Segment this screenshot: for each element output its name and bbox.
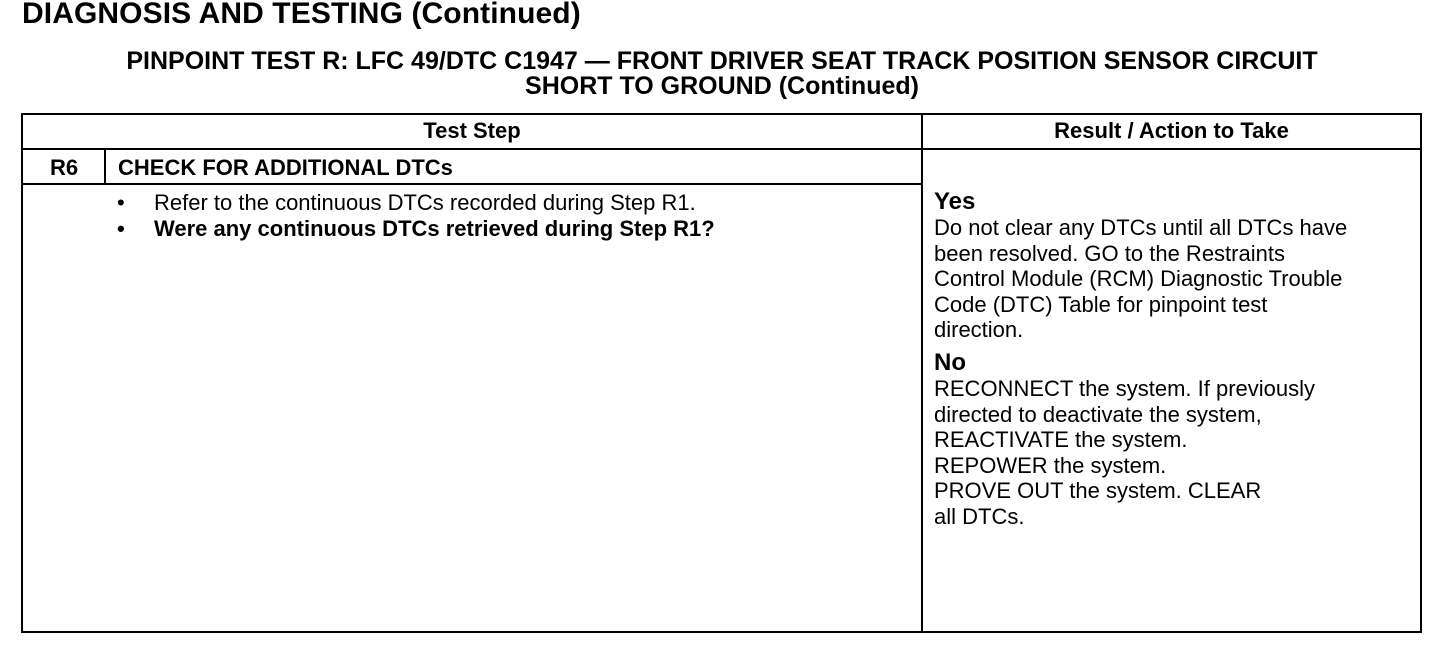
result-yes-text: Do not clear any DTCs until all DTCs have — [934, 215, 1348, 240]
instruction-text: Refer to the continuous DTCs recorded during Step R1. — [154, 190, 696, 215]
instruction-item — [110, 190, 715, 216]
header-test-step: Test Step — [423, 118, 521, 143]
column-divider — [921, 113, 923, 633]
result-no — [934, 350, 1420, 529]
result-yes-text: been resolved. GO to the Restraints — [934, 240, 1285, 266]
instruction-question: Were any continuous DTCs retrieved during Step R1? — [154, 216, 715, 241]
step-id: R6 — [49, 155, 79, 180]
section-heading: DIAGNOSIS AND TESTING (Continued) — [22, 0, 581, 30]
result-no-text: PROVE OUT the system. CLEAR — [934, 478, 1262, 503]
result-yes — [934, 189, 1420, 343]
result-yes-text: direction. — [934, 317, 1024, 342]
pinpoint-test-title-line-1: PINPOINT TEST R: LFC 49/DTC C1947 — FRONT DRIVER SEAT TRACK POSITION SENSOR CIRCUIT — [126, 47, 1318, 75]
pinpoint-test-title-line-2: SHORT TO GROUND (Continued) — [525, 72, 919, 100]
pinpoint-test-title — [22, 49, 1422, 99]
header-divider — [21, 148, 1422, 150]
instruction-item — [110, 216, 715, 242]
result-no-text: RECONNECT the system. If previously — [934, 376, 1316, 401]
result-no-text: REACTIVATE the system. — [934, 427, 1188, 452]
step-title: CHECK FOR ADDITIONAL DTCs — [118, 155, 453, 180]
result-yes-text: Code (DTC) Table for pinpoint test — [934, 291, 1268, 317]
result-no-text: directed to deactivate the system, — [934, 401, 1262, 427]
bullet-icon: • — [117, 190, 125, 215]
header-result-action: Result / Action to Take — [1054, 118, 1289, 143]
result-no-text: REPOWER the system. — [934, 452, 1167, 478]
result-no-text: all DTCs. — [934, 503, 1025, 529]
result-yes-label: Yes — [934, 188, 976, 215]
result-no-label: No — [934, 349, 966, 376]
bullet-icon: • — [117, 216, 125, 241]
result-yes-text: Control Module (RCM) Diagnostic Trouble — [934, 266, 1343, 291]
step-instructions — [110, 190, 715, 242]
